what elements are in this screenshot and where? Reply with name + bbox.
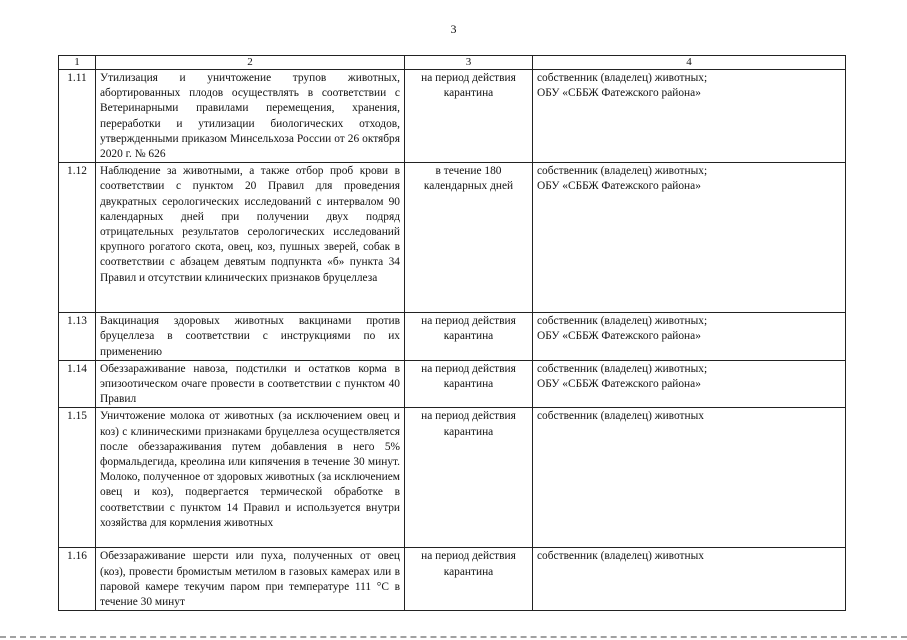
- row-responsible: [533, 360, 846, 408]
- header-col-4: 4: [533, 56, 846, 70]
- table-row: [59, 360, 846, 408]
- responsible-line: собственник (владелец) животных;: [537, 315, 708, 328]
- responsible-line: ОБУ «СББЖ Фатежского района»: [537, 87, 701, 100]
- row-term: на период действия карантина: [405, 408, 533, 548]
- responsible-line: ОБУ «СББЖ Фатежского района»: [537, 330, 701, 343]
- row-responsible: [533, 408, 846, 548]
- responsible-line: собственник (владелец) животных: [537, 410, 704, 423]
- row-action: Утилизация и уничтожение трупов животных, абортированных плодов осуществлять в соответствии с Ветеринарными правилами перемещения, хранения, переработки и утилизации биологических отходов, утвержденными приказом Минсельхоза России от 26 октября 2020 г. № 626: [96, 70, 405, 163]
- table-row: [59, 548, 846, 611]
- scan-edge-divider: [0, 636, 907, 640]
- header-col-2: 2: [96, 56, 405, 70]
- header-col-1: 1: [59, 56, 96, 70]
- row-number: 1.14: [59, 360, 96, 408]
- responsible-line: собственник (владелец) животных;: [537, 362, 708, 375]
- page-number: 3: [450, 22, 457, 36]
- responsible-line: собственник (владелец) животных;: [537, 72, 708, 84]
- table-row: [59, 163, 846, 313]
- row-term: в течение 180 календарных дней: [405, 163, 533, 313]
- row-action: Обеззараживание шерсти или пуха, полученных от овец (коз), провести бромистым метилом в газовых камерах или в паровой камере текучим паром при температуре 111 °С в течение 30 минут: [96, 548, 405, 611]
- measures-table: [58, 55, 846, 611]
- row-term: на период действия карантина: [405, 313, 533, 361]
- row-responsible: [533, 313, 846, 361]
- row-number: 1.13: [59, 313, 96, 361]
- header-col-3: 3: [405, 56, 533, 70]
- row-number: 1.11: [59, 70, 96, 163]
- row-responsible: [533, 70, 846, 163]
- row-action: Наблюдение за животными, а также отбор проб крови в соответствии с пунктом 20 Правил для проведения двукратных серологических исследований с интервалом 90 календарных дней при получении двух подряд отрицательных результатов серологических исследований крупного рогатого скота, овец, коз, пушных зверей, собак в соответствии с абзацем девятым подпункта «б» пункта 34 Правил и отсутствии клинических признаков бруцеллеза: [96, 163, 405, 313]
- table-row: [59, 313, 846, 361]
- row-number: 1.12: [59, 163, 96, 313]
- row-number: 1.16: [59, 548, 96, 611]
- row-responsible: [533, 548, 846, 611]
- row-number: 1.15: [59, 408, 96, 548]
- responsible-line: ОБУ «СББЖ Фатежского района»: [537, 180, 701, 193]
- responsible-line: собственник (владелец) животных: [537, 550, 704, 563]
- responsible-line: собственник (владелец) животных;: [537, 165, 708, 178]
- row-term: на период действия карантина: [405, 548, 533, 611]
- responsible-line: ОБУ «СББЖ Фатежского района»: [537, 378, 701, 391]
- table-row: [59, 70, 846, 163]
- row-action: Вакцинация здоровых животных вакцинами против бруцеллеза в соответствии с инструкциями по их применению: [96, 313, 405, 361]
- table-row: [59, 408, 846, 548]
- row-action: Уничтожение молока от животных (за исключением овец и коз) с клиническими признаками бруцеллеза осуществляется после обеззараживания путем добавления в него 5% формальдегида, креолина или кипячения в течение 30 минут. Молоко, полученное от здоровых животных (за исключением овец и коз), подвергается термической обработке в соответствии с пунктом 14 Правил и используется внутри хозяйства для кормления животных: [96, 408, 405, 548]
- row-action: Обеззараживание навоза, подстилки и остатков корма в эпизоотическом очаге провести в соответствии с пунктом 40 Правил: [96, 360, 405, 408]
- row-responsible: [533, 163, 846, 313]
- row-term: на период действия карантина: [405, 360, 533, 408]
- header-row: [59, 56, 846, 70]
- row-term: на период действия карантина: [405, 70, 533, 163]
